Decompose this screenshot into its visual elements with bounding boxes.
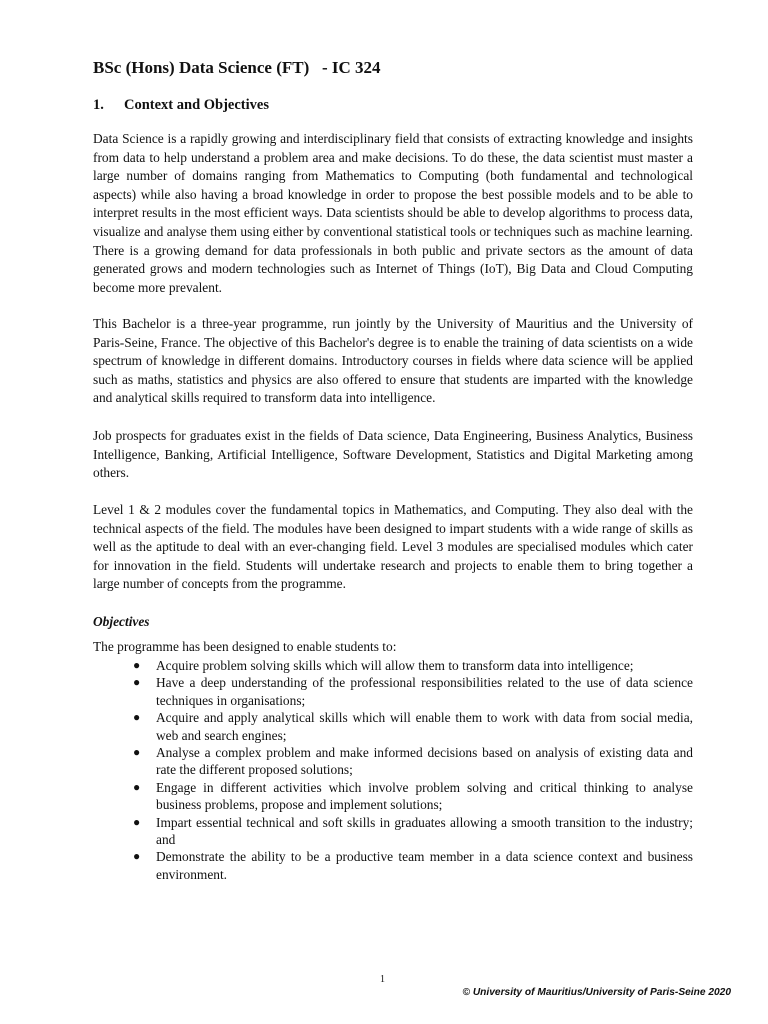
paragraph-modules: Level 1 & 2 modules cover the fundamental topics in Mathematics, and Computing. They also deal with the technical aspects of the field. The modules have been designed to impart students with a wide range of skills as well as the aptitude to deal with an ever-changing field. Level 3 modules are specialised modules which cater for innovation in the field. Students will undertake research and projects to enable them to bring together a large number of concepts from the programme. bbox=[93, 502, 693, 592]
list-item bbox=[93, 848, 693, 883]
list-item-text: Acquire and apply analytical skills which will enable them to work with data from social media, web and search engines; bbox=[156, 710, 693, 743]
list-item bbox=[93, 744, 693, 779]
list-item bbox=[93, 657, 693, 674]
copyright-notice: © University of Mauritius/University of Paris-Seine 2020 bbox=[462, 987, 731, 998]
paragraph-job-prospects: Job prospects for graduates exist in the fields of Data science, Data Engineering, Business Analytics, Business Intelligence, Banking, Artificial Intelligence, Software Development, Statistics and Digital Marketing among others. bbox=[93, 428, 693, 481]
list-item-text: Engage in different activities which involve problem solving and critical thinking to analyse business problems, propose and implement solutions; bbox=[156, 779, 693, 813]
bullet-icon: ● bbox=[133, 814, 141, 829]
section-number: 1. bbox=[93, 97, 104, 113]
section-title: Context and Objectives bbox=[124, 97, 269, 113]
document-title: BSc (Hons) Data Science (FT) - IC 324 bbox=[93, 58, 381, 77]
list-item bbox=[93, 779, 693, 814]
paragraph-programme: This Bachelor is a three-year programme, run jointly by the University of Mauritius and the University of Paris-Seine, France. The objective of this Bachelor's degree is to enable the training of data scientists on a wide spectrum of knowledge in different domains. Introductory courses in fields where data science will be applied such as maths, statistics and physics are also offered to ensure that students are imparted with the knowledge and analytical skills required to transform data into intelligence. bbox=[93, 316, 693, 406]
bullet-icon: ● bbox=[133, 745, 141, 760]
list-item-text: Analyse a complex problem and make informed decisions based on analysis of existing data and rate the different proposed solutions; bbox=[156, 745, 693, 778]
objectives-intro: The programme has been designed to enable students to: bbox=[93, 639, 397, 654]
bullet-icon: ● bbox=[133, 675, 141, 690]
list-item bbox=[93, 709, 693, 744]
paragraph-introduction: Data Science is a rapidly growing and interdisciplinary field that consists of extracting knowledge and insights from data to help understand a problem area and make decisions. To do these, the data scientist must master a large number of domains ranging from Mathematics to Computing (both fundamental and technological aspects) while also having a broad knowledge in order to propose the best possible models and to be able to interpret results in the most efficient ways. Data scientists should be able to develop algorithms to process data, visualize and analyse them using either by conventional statistical tools or techniques such as machine learning. There is a growing demand for data professionals in both public and private sectors as the amount of data generated grows and modern technologies such as Internet of Things (IoT), Big Data and Cloud Computing become more prevalent. bbox=[93, 131, 693, 295]
objectives-list bbox=[93, 657, 693, 883]
list-item-text: Demonstrate the ability to be a productive team member in a data science context and business environment. bbox=[156, 849, 693, 882]
list-item bbox=[93, 814, 693, 849]
bullet-icon: ● bbox=[133, 710, 141, 725]
list-item bbox=[93, 674, 693, 709]
list-item-text: Acquire problem solving skills which will allow them to transform data into intelligence; bbox=[156, 658, 634, 673]
bullet-icon: ● bbox=[133, 849, 141, 864]
section-heading bbox=[93, 97, 269, 114]
bullet-icon: ● bbox=[133, 779, 141, 794]
list-item-text: Impart essential technical and soft skills in graduates allowing a smooth transition to the industry; and bbox=[156, 814, 693, 848]
objectives-heading: Objectives bbox=[93, 614, 150, 629]
bullet-icon: ● bbox=[133, 658, 141, 672]
list-item-text: Have a deep understanding of the professional responsibilities related to the use of data science techniques in organisations; bbox=[156, 675, 693, 708]
page-number: 1 bbox=[380, 974, 385, 985]
